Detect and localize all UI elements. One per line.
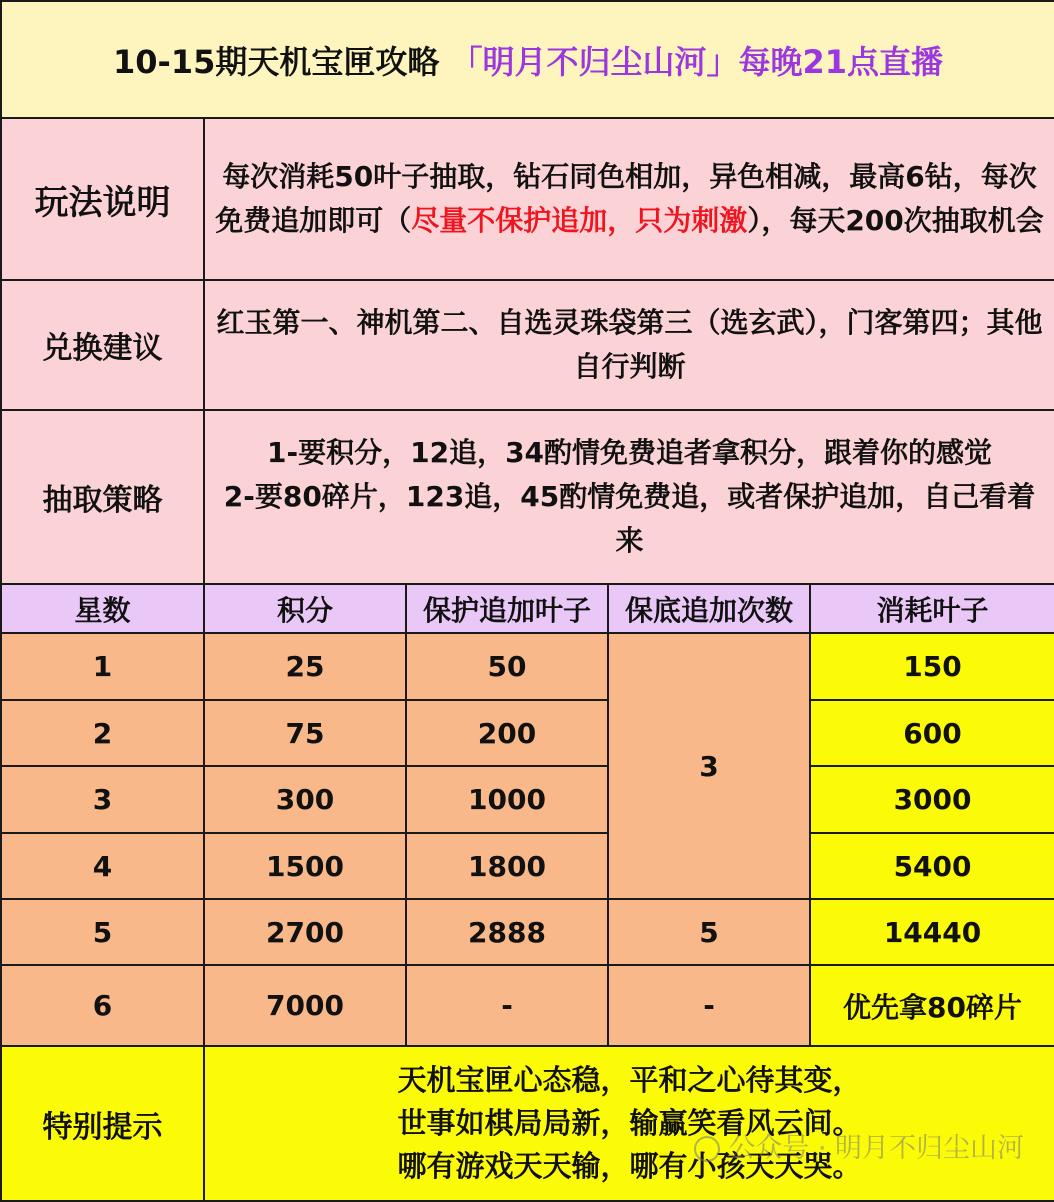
cell-cost: 5400 xyxy=(810,833,1054,899)
rules-label: 玩法说明 xyxy=(1,118,204,280)
cell-points: 2700 xyxy=(204,899,406,965)
header-guarantee-count: 保底追加次数 xyxy=(608,584,810,633)
watermark xyxy=(694,1127,1024,1170)
title-live-schedule: 「明月不归尘山河」每晚21点直播 xyxy=(450,42,944,81)
cell-points: 1500 xyxy=(204,833,406,899)
cell-stars: 2 xyxy=(1,700,204,766)
title-main: 10-15期天机宝匣攻略 xyxy=(113,42,440,81)
cell-guarantee-merged: 3 xyxy=(608,633,810,899)
rules-text-after: ），每天200次抽取机会 xyxy=(747,204,1044,237)
tips-label: 特别提示 xyxy=(1,1046,204,1201)
strategy-text xyxy=(204,410,1054,584)
watermark-text: 公众号 · 明月不归尘山河 xyxy=(728,1133,1025,1164)
strategy-label: 抽取策略 xyxy=(1,410,204,584)
cell-guarantee: 5 xyxy=(608,899,810,965)
cell-cost: 150 xyxy=(810,633,1054,700)
cell-protect: 1000 xyxy=(406,766,608,833)
cell-guarantee: - xyxy=(608,965,810,1046)
table-row xyxy=(1,965,1054,1046)
header-cost-leaves: 消耗叶子 xyxy=(810,584,1054,633)
cell-protect: 2888 xyxy=(406,899,608,965)
cell-points: 25 xyxy=(204,633,406,700)
cell-points: 300 xyxy=(204,766,406,833)
tip-line: 世事如棋局局新，输赢笑看风云间。 xyxy=(397,1106,862,1140)
exchange-label: 兑换建议 xyxy=(1,280,204,410)
strategy-line-1: 1-要积分，12追，34酌情免费追者拿积分，跟着你的感觉 xyxy=(267,436,993,469)
cell-stars: 6 xyxy=(1,965,204,1046)
cell-stars: 3 xyxy=(1,766,204,833)
header-stars: 星数 xyxy=(1,584,204,633)
cell-points: 75 xyxy=(204,700,406,766)
header-points: 积分 xyxy=(204,584,406,633)
table-row xyxy=(1,633,1054,700)
cell-points: 7000 xyxy=(204,965,406,1046)
cell-protect: - xyxy=(406,965,608,1046)
table-row xyxy=(1,899,1054,965)
header-protect-leaves: 保护追加叶子 xyxy=(406,584,608,633)
tips-text xyxy=(204,1046,1054,1201)
rules-text-before: 每次消耗50叶子抽取，钻石同色相加，异色相减，最高6钻，每次免费追加即可（ xyxy=(215,160,1037,237)
cell-stars: 1 xyxy=(1,633,204,700)
rules-text xyxy=(204,118,1054,280)
cell-cost: 600 xyxy=(810,700,1054,766)
wechat-official-account-icon xyxy=(694,1136,720,1162)
tip-line: 天机宝匣心态稳，平和之心待其变， xyxy=(397,1063,862,1097)
exchange-text: 红玉第一、神机第二、自选灵珠袋第三（选玄武），门客第四；其他自行判断 xyxy=(204,280,1054,410)
cell-cost: 14440 xyxy=(810,899,1054,965)
cell-protect: 200 xyxy=(406,700,608,766)
table-row xyxy=(1,833,1054,899)
strategy-line-2: 2-要80碎片，123追，45酌情免费追，或者保护追加，自己看着来 xyxy=(223,480,1036,557)
cell-cost: 3000 xyxy=(810,766,1054,833)
table-row xyxy=(1,700,1054,766)
table-row xyxy=(1,766,1054,833)
page-title xyxy=(1,1,1054,118)
cell-protect: 1800 xyxy=(406,833,608,899)
cell-cost: 优先拿80碎片 xyxy=(810,965,1054,1046)
tip-line: 哪有游戏天天输，哪有小孩天天哭。 xyxy=(397,1149,862,1183)
cell-stars: 4 xyxy=(1,833,204,899)
cell-protect: 50 xyxy=(406,633,608,700)
rules-warning-text: 尽量不保护追加，只为刺激 xyxy=(411,204,748,237)
cell-stars: 5 xyxy=(1,899,204,965)
